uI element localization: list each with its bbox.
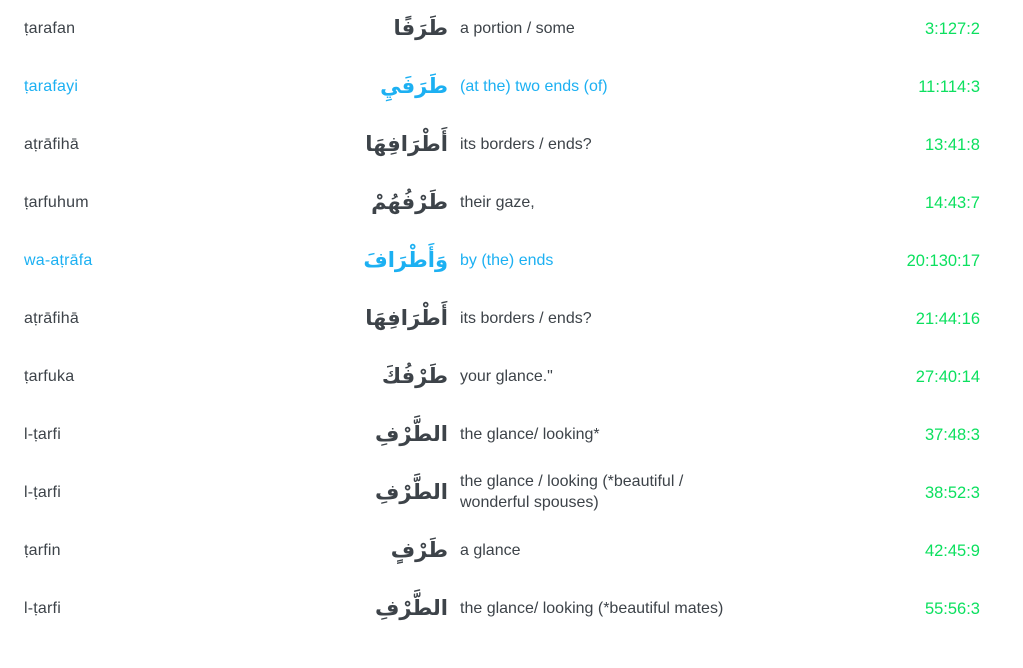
verse-reference-link[interactable]: 21:44:16: [915, 309, 980, 328]
translation-text: a portion / some: [460, 19, 575, 37]
word-row[interactable]: [0, 116, 1023, 174]
arabic-word[interactable]: الطَّرْفِ: [375, 422, 448, 447]
verse-reference-link[interactable]: 37:48:3: [924, 425, 980, 444]
word-row[interactable]: [0, 580, 1023, 638]
word-row[interactable]: [0, 522, 1023, 580]
transliteration-text[interactable]: l-ṭarfi: [24, 600, 61, 617]
arabic-word[interactable]: أَطْرَافِهَا: [365, 306, 448, 331]
translation-text: its borders / ends?: [460, 135, 592, 153]
word-row[interactable]: [0, 464, 1023, 522]
verse-reference-link[interactable]: 11:114:3: [918, 77, 980, 96]
word-row[interactable]: [0, 348, 1023, 406]
verse-reference-link[interactable]: 20:130:17: [906, 251, 980, 270]
translation-text: the glance/ looking*: [460, 425, 600, 443]
verse-reference-link[interactable]: 38:52:3: [924, 483, 980, 502]
verse-reference-link[interactable]: 14:43:7: [924, 193, 980, 212]
arabic-word[interactable]: طَرْفٍ: [390, 538, 448, 563]
word-row[interactable]: [0, 58, 1023, 116]
transliteration-text[interactable]: aṭrāfihā: [24, 310, 79, 327]
transliteration-text[interactable]: wa-aṭrāfa: [24, 252, 93, 269]
word-row[interactable]: [0, 232, 1023, 290]
translation-text: a glance: [460, 541, 521, 559]
transliteration-text[interactable]: ṭarafan: [24, 20, 76, 37]
transliteration-text[interactable]: ṭarfuka: [24, 368, 75, 385]
arabic-word[interactable]: طَرَفًا: [393, 16, 448, 41]
arabic-word[interactable]: طَرْفُهُمْ: [371, 190, 448, 215]
arabic-word[interactable]: الطَّرْفِ: [375, 480, 448, 505]
arabic-word[interactable]: الطَّرْفِ: [375, 596, 448, 621]
word-row[interactable]: [0, 174, 1023, 232]
verse-reference-link[interactable]: 42:45:9: [924, 541, 980, 560]
translation-text: the glance/ looking (*beautiful mates): [460, 599, 724, 617]
transliteration-text[interactable]: l-ṭarfi: [24, 484, 61, 501]
word-row[interactable]: [0, 406, 1023, 464]
verse-reference-link[interactable]: 13:41:8: [924, 135, 980, 154]
arabic-word[interactable]: وَأَطْرَافَ: [363, 248, 448, 273]
transliteration-text[interactable]: ṭarfuhum: [24, 194, 89, 211]
verse-reference-link[interactable]: 3:127:2: [924, 19, 980, 38]
translation-text: by (the) ends: [460, 251, 554, 269]
translation-text: (at the) two ends (of): [460, 77, 608, 95]
translation-text: the glance / looking (*beautiful / wonderful spouses): [460, 473, 684, 511]
transliteration-text[interactable]: ṭarfin: [24, 542, 61, 559]
arabic-word[interactable]: طَرْفُكَ: [381, 364, 448, 389]
verse-reference-link[interactable]: 55:56:3: [924, 599, 980, 618]
translation-text: your glance.": [460, 367, 553, 385]
verse-reference-link[interactable]: 27:40:14: [915, 367, 980, 386]
arabic-word[interactable]: أَطْرَافِهَا: [365, 132, 448, 157]
word-row[interactable]: [0, 290, 1023, 348]
transliteration-text[interactable]: ṭarafayi: [24, 78, 79, 95]
translation-text: its borders / ends?: [460, 309, 592, 327]
transliteration-text[interactable]: aṭrāfihā: [24, 136, 79, 153]
word-row[interactable]: [0, 0, 1023, 58]
arabic-word[interactable]: طَرَفَيِ: [380, 74, 448, 99]
transliteration-text[interactable]: l-ṭarfi: [24, 426, 61, 443]
translation-text: their gaze,: [460, 193, 535, 211]
